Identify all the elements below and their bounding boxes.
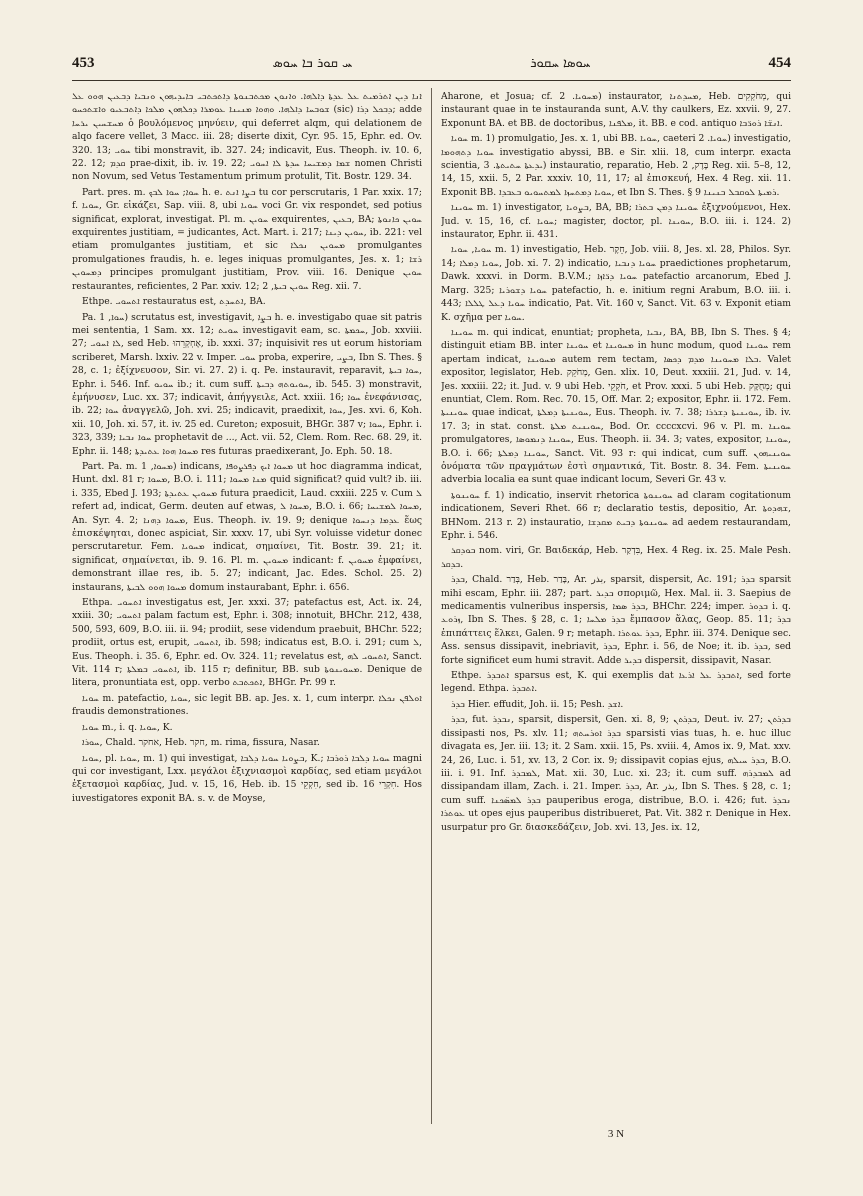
dictionary-entry: Ethpe. ܐܬܚܘܝ restauratus est, ܐܬܚܕܬ, BA. [82, 296, 266, 308]
dictionary-entry: ܐܢܐ ܕܝܢ ܐܬܪܡܝܬ ܥܠ ܥܕܬܐ ܕܐܠܗܐ. ܘܐܢܘܢ ܡܟܬܒܢܘܬܐ ܕܐܬܟܬܒܝ ܒܐܝܕܝܗܘܢ ܘܢܒܝܐ ܕܒܥܝܢ ܗܘܘ ܥܠ ܫܘܒܚܐ ܕܐܠܗܐ. ܘܗܘܐ ܡܢܝܢܐ ܥܘܡܪܐ ܕܟܠܗܘܢ ܡܠܟܐ ܕܐܬܒܥܝܘ ܘܐܫܬܟܚܘ (sic) ܕܒܟܠ ܕܪܐ; adde ܡܚܫܚܝܢ ܝܪܚܐ ὁ βουλόμενος μηνύειν, qui deferret alqm, qui delationem de alqo facere vellet, 3 Macc. iii. 28; diserte dixit, Cyr. 95. 15, Ephr. ed. Ov. 320. 13; ܚܘܝ tibi monstravit, ib. 327. 24; indicavit, Eus. Theoph. iv. 10. 6, 22. 12; ܩܕܡ prae-dixit, ib. iv. 19. 22; ܫܡܐ ܕܡܫܝܚܐ ܚܕܬܐ ܠܐ ܐܚܘܝ nomen Christi non Novum, sed Vetus Testamentum primum protulit, Tit. Bostr. 129. 34. [72, 91, 422, 183]
dictionary-entry: ܒܕܪ, Chald. בְּדַר, Heb. בָּדַר, Ar. بذر, sparsit, dispersit, Ac. 191; ܒܕܪ sparsit mihi escam, Ephr. iii. 287; part. ܒܕܝܪ σποριμῶ, Hex. Mal. ii. 3. Saepius de medicamentis vulneribus inspersis, ܒܕܪ ܣܡܐ, BHChr. 224; imper. ܒܕܘܪ i. q. ܙܪܘܥ, Ibn S. Thes. § 28, c. 1; ܒܕܪ ܡܠܚܐ ἔμπασον ἅλας, Geop. 85. 11; ܒܕܪ ἐπιπάττεις ἕλκει, Galen. 9 r; metaph. ܒܕܪ ܥܘܬܪܐ, Ephr. iii. 374. Denique sec. Ass. sensus dissipavit, inebriavit, ܒܕܪ, Ephr. i. 56, de Noe; it. ib. ܒܕܪ, sed forte significet eum humi stravit. Adde ܒܕܝܪ dispersit, dissipavit, Nasar. [441, 574, 791, 666]
dictionary-entry: Part. pres. m. ܚܘܐ; ܚܘܐ ܠܒܟ h. e. ܒܨܐ ܐܢܬ tu cor perscrutaris, 1 Par. xxix. 17; f. ܚܘܝܐ, Gr. εἰκάζει, Sap. viii. 8, ubi ܚܘܝܐ voci Gr. vix respondet, sed potius significat, explorat, investigat. Pl. m. ܚܘܝܢ exquirentes, ܒܥܝܢ, BA; ܚܘܝܢ ܟܐܢܘܬܐ exquirentes justitiam, = judicantes, Act. Mart. i. 217; ܚܘܝܢ ܕܝܢܐ, ib. 221: vel etiam promulgantes justitiam, et sic ܡܚܘܝܢ ܢܟܠܐ promulgantes promulgationes fraudis, h. e. leges iniquas promulgantes, Jes. x. 1; ܪܫܐ ܕܡܚܘܝܢ principes promulgant justitiam, Prov. viii. 16. Denique ܚܘܝܢ restaurantes, reficientes, 2 Par. xxiv. 12; ܚܘܝܢ ܒܝܬܐ, 2 Reg. xii. 7. [72, 186, 422, 292]
running-header [72, 50, 791, 76]
dictionary-entry: Part. Pa. m. ܡܚܘܐ, 1) indicans, ܡܚܘܐ ܐܝܟ ܕܦܪܨܘܦܐ ut hoc diagramma indicat, Hunt. dxl. 81 r; ܡܚܘܐ, B.O. i. 111; ܡܢܐ ܡܚܘܐ quid significat? quid vult? ib. iii. i. 335, Ebed J. 193; ܡܚܘܝܢ ܥܬܝܕܬܐ futura praedicit, Laud. cxxiii. 225 v. Cum ܠ refert ad, indicat, Germ. deuten auf etwas, ܡܚܘܐ ܠ, B.O. i. 66; ܡܚܘܐ ܠܡܫܝܚܐ, An. Syr. 4. 2; ܡܚܘܐ ܕܗܢܐ, Eus. Theoph. iv. 19. 9; denique ܥܕܡܐ ܕܢܚܘܐ ἕως ἐπισκέψηται, donec aspiciat, Sir. xxxv. 17, ubi Syr. voluisse videtur donec perscrutaretur. Fem. ܡܚܘܝܐ indicat, σημαίνει, Tit. Bostr. 39. 21; it. significat, σημαίνεται, ib. 9. 16. Pl. m. ܡܚܘܝܢ indicant: f. ܡܚܘܝܢ ἐμφαίνει, demonstrant illae res, ib. 5. 27; indicant, Jac. Edes. Schol. 25. 2) instaurans, ܡܚܘܐ ܗܘܘ ܠܒܝܬܐ domum instaurabant, Ephr. i. 656. [72, 460, 422, 593]
dictionary-entry: Ethpa. ܐܬܚܘܝ investigatus est, Jer. xxxi. 37; patefactus est, Act. ix. 24, xxiii. 30; ܐܬܚܘܝ palam factum est, Ephr. i. 308; innotuit, BHChr. 212, 438, 500, 593, 609, B.O. iii. ii. 94; prodiit, sese videndum praebuit, BHChr. 522; prodiit, ortus est, erupit, ܐܬܚܘܝ, ib. 598; indicatus est, B.O. i. 291; cum ܠ, Eus. Theoph. i. 35. 6, Ephr. ed. Ov. 324. 11; revelatus est, ܐܬܚܘܝ ܠܗ, Sanct. Vit. 114 r; ܐܬܚܘܝ ܒܡܠܬܐ, ib. 115 r; definitur, BB. sub ܡܚܘܝܢܘܬܐ. Denique de litera, pronuntiata est, opp. verbo ܐܬܟܬܒܬ, BHGr. Pr. 99 r. [72, 597, 422, 689]
dictionary-entry: Pa. ܚܘܐ, 1) scrutatus est, investigavit, ܒܨܐ h. e. investigabo quae sit patris mei sententia, 1 Sam. xx. 12; ܚܘܝܬ investigavit eam, sc. ܚܟܡܬܐ, Job. xxviii. 27; ܠܐ ܐܚܘܝ, sed Heb. אֶחְקְרֵהוּ, ib. xxxi. 37; inquisivit res ut eorum historiam scriberet, Marsh. lxxiv. 22 v. Imper. ܚܘܝ proba, experire, ܒܨܝ, Ibn S. Thes. § 28, c. 1; ἐξίχνευσον, Sir. vi. 27. 2) i. q. Pe. instauravit, reparavit, ܚܘܐ ܒܝܬܐ, Ephr. i. 546. Inf. ܚܘܝܘ ib.; it. cum suff. ܚܘܝܘܬܗ ܕܒܝܬܐ, ib. 545. 3) monstravit, ἐμήνυσεν, Luc. xx. 37; indicavit, ἀπήγγειλε, Act. xxiii. 16; ܚܘܐ ἐνεφάνισας, ib. 22; ܚܘܐ ἀναγγελῶ, Joh. xvi. 25; indicavit, praedixit, ܚܘܐ, Jes. xvi. 6, Koh. xii. 10, Joh. xi. 57, it. iv. 25 ed. Cureton; exposuit, BHGr. 387 v; ܚܘܐ, Ephr. i. 323, 339; ܚܘܐ ܢܒܝܐ prophetavit de ..., Act. vii. 52, Clem. Rom. Rec. 68. 29, it. Ephr. ii. 148; ܡܚܘܐ ܗܘܐ ܥܬܝܕܬܐ res futuras praedixerant, Jo. Eph. 50. 18. [72, 311, 422, 457]
left-column [72, 90, 422, 1124]
dictionary-entry: ܚܘܝܢܐ m. 1) investigator, ܒܨܘܝܐ, BA, BB; ܚܘܝܢܐ ܕܡܢ ܒܬܪܐ ἐξιχνούμενοι, Hex. Jud. v. 15, 16, cf. ܚܘܝܐ; magister, doctor, pl. ܚܘܝܢܐ, B.O. iii. i. 124. 2) instaurator, Ephr. ii. 431. [441, 202, 791, 241]
dictionary-entry: ܒܕܪ, fut. ܢܒܕܪ, sparsit, dispersit, Gen. xi. 8, 9; ܒܕܪܬܢ, Deut. iv. 27; ܒܕܪܬܢ dissipasti nos, Ps. xlv. 11; ܒܕܪ ܐܘܪܚܬܗ sparsisti vias tuas, h. e. huc illuc divagata es, Jer. iii. 13; it. 2 Sam. xxii. 15, Ps. xviii. 4, Amos ix. 9, Mat. xxv. 24, 26, Luc. i. 51, xv. 13, 2 Cor. ix. 9; dissipavit copias ejus, ܒܕܪ ܚܝܠܗ, B.O. iii. i. 91. Inf. ܠܡܒܕܪ, Mat. xii. 30, Luc. xi. 23; it. cum suff. ܠܡܒܕܪܗ ad dissipandam illam, Zach. i. 21. Imper. ܒܕܪ, Ar. بذر, Ibn S. Thes. § 28, c. 1; cum suff. ܒܕܪ ܠܡܣ̈ܟܢܐ pauperibus eroga, distribue, B.O. i. 426; fut. ܢܒܕܪ ܥܘܬܪܐ ut opes ejus pauperibus distribueret, Pat. Vit. 382 r. Denique in Hex. usurpatur pro Gr. διασκεδάζειν, Job. xvi. 13, Jes. ix. 12, [441, 714, 791, 833]
left-running-head: ܚ ܩܘܪ ܒܐ ܚܘܣ [272, 55, 353, 71]
dictionary-entry: Ethpe. ܐܬܒܕܪ sparsus est, K. qui exemplis dat ܐܬܒܕܪ ܥܠ ܐܪܥܐ, sed forte legend. Ethpa. ܐܬܒܕܪ. [441, 670, 791, 695]
dictionary-entry: ܒܕܪ Hier. effudit, Joh. ii. 15; Pesh. ܐܫܕ. [451, 698, 624, 710]
dictionary-entry: ܚܘܪܐ, Chald. אחקר, Heb. חקר, m. rima, fissura, Nasar. [82, 737, 320, 749]
header-rule [72, 80, 791, 81]
dictionary-entry: ܚܘܝܢܐ m. qui indicat, enuntiat; propheta, ܢܒܝܐ, BA, BB, Ibn S. Thes. § 4; distinguit etiam BB. inter ܚܘܝܢܐ et ܡܚܘܝܢܐ in hunc modum, quod ܚܘܝܢܐ rem apertam indicat, ܡܚܘܝܢܐ autem rem tectam, ܒܠܐ ܡܚܘܝܢܐ ܡܕܡ ܕܟܣܐ. Valet expositor, legislator, Heb. מְחֹקֵק, Gen. xlix. 10, Deut. xxxiii. 21, Jud. v. 14, Jes. xxxiii. 22; it. Jud. v. 9 ubi Heb. חֹקְקֵי, et Prov. xxxi. 5 ubi Heb. מְחֻקָּק; qui enuntiat, Clem. Rom. Rec. 70. 15, Off. Mar. 2; expositor, Ephr. ii. 172. Fem. ܚܘܝܢܝܬܐ quae indicat, ܚܘܝܢܝܬܐ ܕܡܠܬܐ, Eus. Theoph. iv. 7. 38; ܚܘܝܢܝܬܐ ܕܫܪܪܐ, ib. iv. 17. 3; in stat. const. ܚܘܝܢܝܬ ܡܠܬܐ, Bod. Or. ccccxcvi. 96 v. Pl. m. ܚܘܝܢܐ promulgatores, ܚܘܝܢܐ ܕܢܡܘܣܐ, Eus. Theoph. ii. 34. 3; vates, expositor, ܚܘܝܢܐ, B.O. i. 66; ܚܘܝܢܐ ܕܡܠܬܐ, Sanct. Vit. 93 r: qui indicat, cum suff. ܚܘܝܢܝܗܘܢ ὀνόματα τῶν πραγμάτων ἐστὶ σημαντικά, Tit. Bostr. 8. 34. Fem. ܚܘܝܢܝܬܐ adverbia localia ea sunt quae indicant locum, Severi Gr. 43 v. [441, 326, 791, 486]
dictionary-entry: ܚܘܝܐ, ܚܘܝܐ m. 1) investigatio, Heb. חֵקֶר, Job. viii. 8, Jes. xl. 28, Philos. Syr. 14; ܚܘܝܐ ܕܡܠܐ, Job. xi. 7. 2) indicatio, ܚܘܝܐ ܕܢܒܝܐ praedictiones prophetarum, Dawk. xxxvi. in Dorm. B.V.M.; ܚܘܝܐ ܕܪ̈ܐܙܐ patefactio arcanorum, Ebed J. Marg. 325; ܚܘܝܐ ܕܫܘܪܝܐ patefactio, h. e. initium regni Arabum, B.O. iii. i. 443; ܚܘܝܐ ܕܥܠ ܛܠܠܐ indicatio, Pat. Vit. 160 v, Sanct. Vit. 63 v. Exponit etiam K. σχῆμα per ܚܘܝܐ. [441, 244, 791, 323]
left-page-number: 453 [72, 54, 95, 71]
dictionary-entry: ܚܘܝܐ m., i. q. ܚܘܝܐ, K. [82, 721, 173, 733]
signature-mark: 3 N [607, 1128, 625, 1140]
right-page-number: 454 [768, 54, 791, 71]
dictionary-entry: Aharone, et Josua; cf. ܡܚܘܝܐ. 2) instaurator, ܡܚܕܬܢܐ, Heb. מְחֹקְקִים, qui instaurant quae in te instauranda sunt, A.V. thy caulkers, Ez. xxvii. 9, 27. Exponunt BA. et BB. de doctoribus, ܡܠܦܢܐ, it. BB. e cod. antiquo ܐܢܫ̈ܐ ܪܘܪ̈ܒܐ. [441, 91, 791, 129]
dictionary-entry: ܚܘܝܢܘܬܐ f. 1) indicatio, inservit rhetorica ܚܘܝܢܘܬܐ ad claram cogitationum indicationem, Severi Rhet. 66 r; declaratio testis, depositio, Ar. ܫܗܕܘܬܐ, BHNom. 213 r. 2) instauratio, ܚܘܝܢܘܬܐ ܕܒܝܬ ܡܩܕܫܐ ad aedem restaurandam, Ephr. i. 546. [441, 489, 791, 541]
column-divider [431, 88, 432, 1124]
dictionary-entry: ܒܘܕܩܪ nom. viri, Gr. Βαιδεκάρ, Heb. בִּדְקַר, Hex. 4 Reg. ix. 25. Male Pesh. ܒܕܩܪ. [441, 545, 791, 570]
right-running-head: ܚܘܣܐ ܚܩܘܪ [530, 55, 591, 71]
dictionary-entry: ܚܘܝܐ m. patefactio, ܚܘܝܐ, sic legit BB. ap. Jes. x. 1, cum interpr. ܐܘܠܦܢ ܢܟܠܐ fraudis demonstrationes. [72, 692, 422, 718]
right-column [441, 90, 791, 1124]
dictionary-entry: ܚܘܝܐ, pl. ܚܘܝܐ, m. 1) qui investigat, ܒܨܘܝܐ ܚܘܝܐ ܕܠܒܐ, K.; ܚܘܝܐ ܕܠܒܐ ܪܘܪܒܐ magni qui cor investigant, Lxx. μεγάλοι ἐξιχνιασμοὶ καρδίας, sed etiam μεγάλοι ἐξετασμοὶ καρδίας, Jud. v. 15, 16, Heb. ib. 15 חִקְקֵי, sed ib. 16 חִקְרֵי. Hos iuvestigatores exponit BA. s. v. de Moyse, [72, 752, 422, 804]
dictionary-entry: ܚܘܝܐ m. 1) promulgatio, Jes. x. 1, ubi BB. ܚܘܝܐ, caeteri ܚܘܝܐ. 2) investigatio, ܚܘܝܐ ܕܬܗܘܡܐ investigatio abyssi, BB. e Sir. xlii. 18, cum interpr. exacta scientia, ܝܕܥܬܐ ܚܬܝܬܬܐ. 3) instauratio, reparatio, Heb. בֶּדֶק, 2 Reg. xii. 5–8, 12, 14, 15, xxii. 5, 2 Par. xxxiv. 10, 11, 17; al ἐπισκευή, Hex. 4 Reg. xii. 11. Exponit BB. ܚܘܝܐ ܕܡܬܚܙܐ ܠܡܬܚܘܝܘ ܒܥܒܕܐ, et Ibn S. Thes. § 9 ܪܡܝܬܐ ܠܘܩܒܠ ܒܢܝܢܐ. [441, 133, 791, 198]
